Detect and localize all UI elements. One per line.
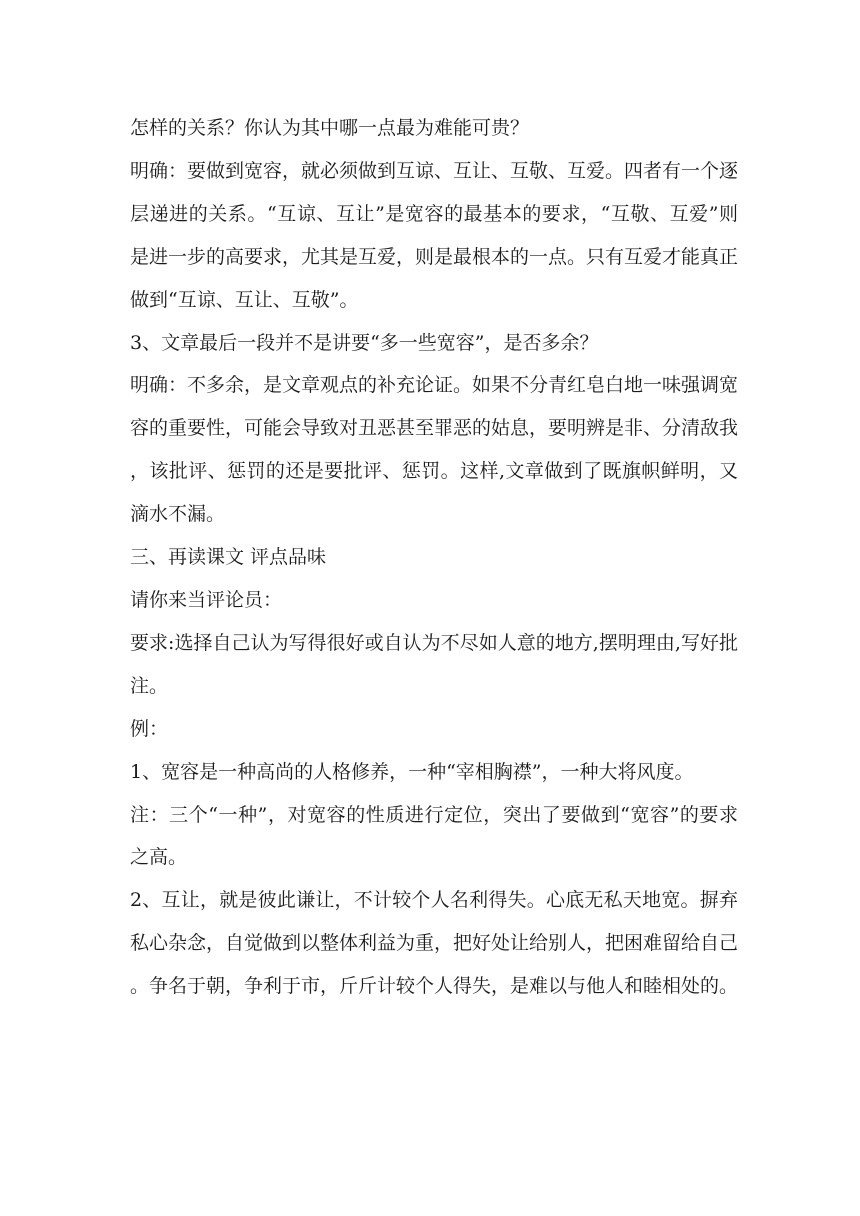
example-2: 2、互让，就是彼此谦让，不计较个人名利得失。心底无私天地宽。摒弃私心杂念，自觉做到以整体利益为重，把好处让给别人，把困难留给自己。争名于朝，争利于市，斤斤计较个人得失，是难以与他人和睦相处的。 [130,889,739,998]
answer-paragraph-3: 明确：不多余，是文章观点的补充论证。如果不分青红皂白地一味强调宽容的重要性，可能会导致对丑恶甚至罪恶的姑息，要明辨是非、分清敌我 ，该批评、惩罚的还是要批评、惩罚。这样,文章做到了既旗帜鲜明，又滴水不漏。 [130,374,739,526]
answer-paragraph-1: 明确：要做到宽容，就必须做到互谅、互让、互敬、互爱。四者有一个逐层递进的关系。“互谅、互让”是宽容的最基本的要求，“互敬、互爱”则是进一步的高要求，尤其是互爱，则是最根本的一点。只有互爱才能真正做到“互谅、互让、互敬”。 [130,159,739,311]
example-1-note: 注：三个“一种”，对宽容的性质进行定位，突出了要做到“宽容”的要求之高。 [130,803,738,869]
example-1: 1、宽容是一种高尚的人格修养，一种“宰相胸襟”，一种大将风度。 [130,760,694,783]
requirement-paragraph: 要求:选择自己认为写得很好或自认为不尽如人意的地方,摆明理由,写好批注。 [130,631,738,697]
document-body [130,107,738,1008]
question-continuation: 怎样的关系？你认为其中哪一点最为难能可贵？ [130,117,530,139]
reviewer-prompt: 请你来当评论员： [130,588,283,611]
example-label: 例： [130,717,169,740]
section-heading-3: 三、再读课文 评点品味 [130,546,327,569]
question-3: 3、文章最后一段并不是讲要“多一些宽容”，是否多余？ [130,331,599,354]
